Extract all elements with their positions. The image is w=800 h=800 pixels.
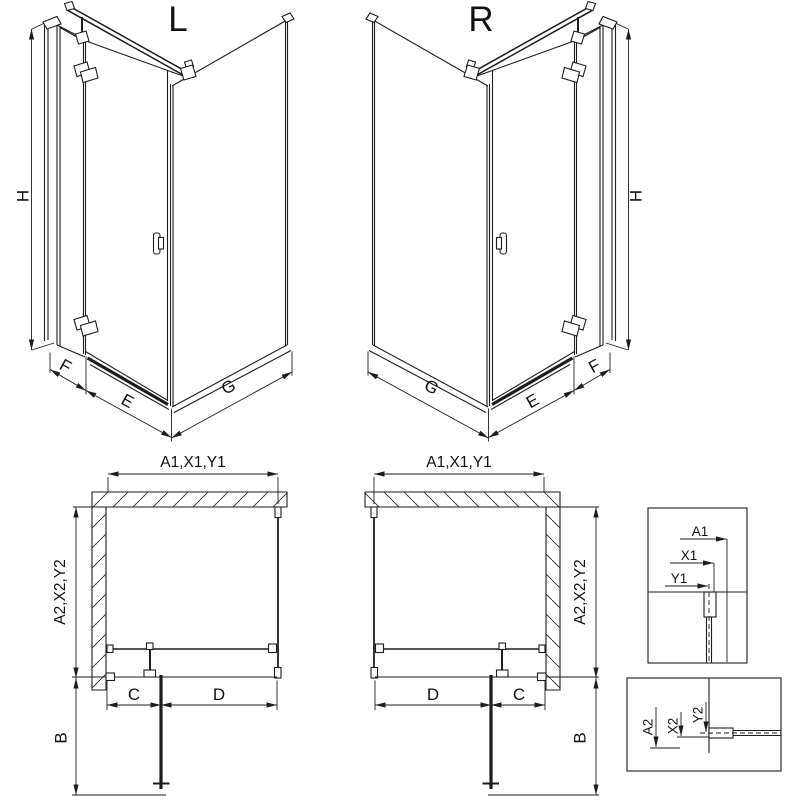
plan-right-geometry bbox=[365, 474, 580, 789]
detail-dim-y2: Y2 bbox=[690, 706, 706, 724]
iso-right-geometry bbox=[366, 2, 629, 442]
plan-left-dim-depth: A2,X2,Y2 bbox=[52, 559, 70, 625]
iso-right-title: R bbox=[468, 0, 494, 39]
plan-left-dim-c: C bbox=[127, 685, 141, 704]
detail-box-vertical bbox=[627, 678, 781, 771]
plan-left-dim-b: B bbox=[51, 732, 71, 744]
plan-right-dim-depth: A2,X2,Y2 bbox=[572, 559, 590, 625]
plan-right-dim-b: B bbox=[570, 732, 590, 744]
detail-dim-a2: A2 bbox=[640, 718, 656, 736]
iso-right-dim-g: G bbox=[421, 375, 442, 399]
iso-right-dim-e: E bbox=[522, 390, 543, 413]
iso-right-dim-f: F bbox=[585, 355, 604, 377]
plan-left-view bbox=[51, 454, 287, 795]
iso-left-dim-g: G bbox=[218, 375, 239, 399]
plan-right-dim-c: C bbox=[512, 685, 526, 704]
iso-left-dim-f: F bbox=[56, 355, 75, 377]
plan-left-dim-d: D bbox=[212, 685, 226, 704]
detail-box-horizontal bbox=[648, 508, 747, 663]
iso-right-dim-h: H bbox=[626, 189, 646, 203]
detail-dim-x2: X2 bbox=[665, 717, 681, 735]
iso-left-view bbox=[13, 0, 294, 442]
iso-left-title: L bbox=[168, 0, 188, 39]
iso-left-geometry bbox=[32, 2, 295, 442]
plan-right-dim-d: D bbox=[426, 685, 440, 704]
iso-left-dim-h: H bbox=[13, 189, 33, 203]
plan-left-dim-width: A1,X1,Y1 bbox=[160, 454, 226, 471]
detail-dim-x1: X1 bbox=[680, 548, 698, 563]
plan-left-geometry bbox=[72, 474, 287, 789]
iso-left-dim-e: E bbox=[117, 390, 138, 413]
iso-right-view bbox=[366, 0, 645, 442]
detail-dim-y1: Y1 bbox=[670, 571, 688, 586]
detail-dim-a1: A1 bbox=[691, 524, 709, 539]
plan-right-dim-width: A1,X1,Y1 bbox=[426, 454, 492, 471]
plan-right-view bbox=[365, 454, 599, 795]
